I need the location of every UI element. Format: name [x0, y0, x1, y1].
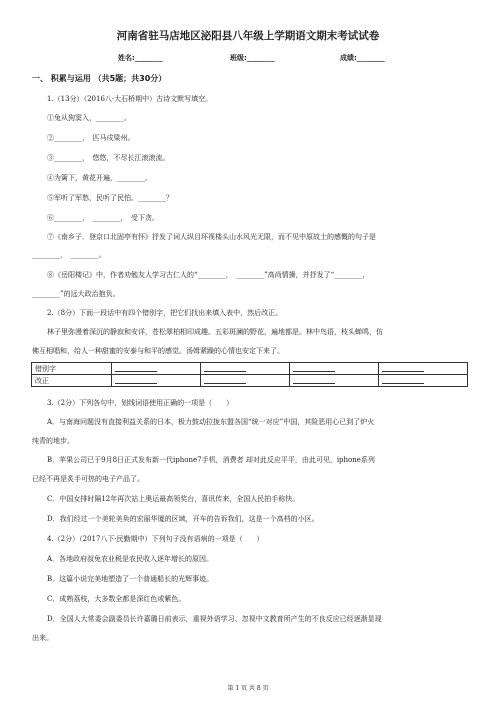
- table-row-label: 错别字: [32, 363, 112, 375]
- table-row: [32, 375, 468, 387]
- q3-option-a: A．与南海问题没有直接利益关系的日本，极力鼓动拉拢东盟各国“统一对应”中国，其险恶用心已到了炉火: [47, 418, 375, 426]
- q2-passage-line-1: 林子里弥漫着深沉的静寂和安详，苍松翠柏相印成趣。五彩斑澜的野花，遍地都是。林中鸟语，枝头蝉鸣，仿: [47, 328, 383, 336]
- q1-item-7: ⑦《南乡子．登京口北固亭有怀》抒发了词人纵目环视楼头山水风光无限，而不见中原故土的感慨的句子是: [47, 233, 376, 241]
- q3-option-b: B．苹果公司已于9月8日正式发布新一代iphone7手机，消费者 却对此反应平平，由此可见，iphone系列: [47, 456, 375, 464]
- q4-option-d-cont: 出来。: [32, 634, 53, 642]
- q1-item-7-blanks: ________， ________。: [32, 251, 106, 259]
- table-cell[interactable]: [289, 375, 378, 387]
- q1-item-2: ②________， 匹马戍梁州。: [47, 134, 135, 142]
- q2-passage-line-2: 佛互相唱和，给人一种甜蜜的安泰与和平的感觉。汤姆紧躁的心情也安定下来了。: [32, 347, 284, 355]
- class-field-label: 班级:________: [230, 54, 275, 62]
- q3-option-d: D．我们经过一个美轮美奂的宏丽华厦的区域，开车的告诉我们，这是一个高档的小区。: [47, 515, 319, 523]
- table-cell[interactable]: [378, 363, 467, 375]
- typo-table: [31, 362, 468, 387]
- page-footer: 第 1 页 共 8 页: [227, 685, 269, 692]
- table-row-label: 改正: [32, 375, 112, 387]
- question-4: 4.（2分）（2017八下·民勤期中）下列句子没有语病的一项是（ ）: [47, 535, 264, 543]
- q3-option-b-cont: 已经不再是炙手可热的电子产品了。: [32, 475, 144, 483]
- q1-item-6: ⑥________， ________， 受下贪。: [47, 214, 159, 222]
- table-cell[interactable]: [289, 363, 378, 375]
- section-heading: 一、 积累与运用 （共5题；共30分）: [32, 74, 167, 83]
- q3-option-c: C．中国女排时隔12年再次站上奥运最高领奖台，喜讯传来，全国人民拍手称快。: [47, 495, 300, 503]
- q1-item-8-cont: ________”的远大政治抱负。: [32, 290, 120, 298]
- question-1: 1.（13分）（2016八·大石桥期中）古诗文默写填空。: [47, 95, 213, 103]
- table-cell[interactable]: [200, 375, 289, 387]
- table-cell[interactable]: [111, 375, 200, 387]
- q1-item-3: ③________， 悠悠，不尽长江滚滚流。: [47, 154, 170, 162]
- q4-option-a: A．各地政府叔免农业税是农民收入逐年增长的原因。: [47, 555, 214, 563]
- name-field-label: 姓名:________: [118, 54, 163, 62]
- q3-option-a-cont: 纯青的地步。: [32, 437, 74, 445]
- score-field-label: 成绩:________: [340, 54, 385, 62]
- q4-option-d: D．全国人大常委会副委员长许嘉璐日前表示，重视外语学习、忽视中文教育所产生的不良反应已经逐渐显现: [47, 615, 382, 623]
- q1-item-8: ⑧《岳阳楼记》中，作者劝勉友人学习古仁人的“________， ________”高尚情操，并抒发了“________，: [47, 271, 370, 279]
- q1-item-5: ⑤军听了军愁，民听了民怕。________？: [47, 194, 173, 202]
- q4-option-b: B．这篇小说完美地塑造了一个普通船长的光辉事迹。: [47, 575, 214, 583]
- exam-title: 河南省驻马店地区泌阳县八年级上学期语文期末考试试卷: [116, 30, 380, 42]
- table-cell[interactable]: [111, 363, 200, 375]
- q1-item-1: ①兔从狗窦入，________。: [47, 114, 131, 122]
- table-cell[interactable]: [200, 363, 289, 375]
- question-3: 3.（2分）下列各句中，划线词语使用正确的一项是（ ）: [47, 399, 234, 407]
- question-2: 2.（8分）下面一段话中有四个错别字，把它们找出来填入表中，然后改正。: [47, 309, 283, 317]
- q1-item-4: ④为篱下，黄花开遍，________。: [47, 174, 152, 182]
- table-cell[interactable]: [378, 375, 467, 387]
- table-row: [32, 363, 468, 375]
- q4-option-c: C．成熟荔枝，大多数全都是深红色或紫色。: [47, 595, 186, 603]
